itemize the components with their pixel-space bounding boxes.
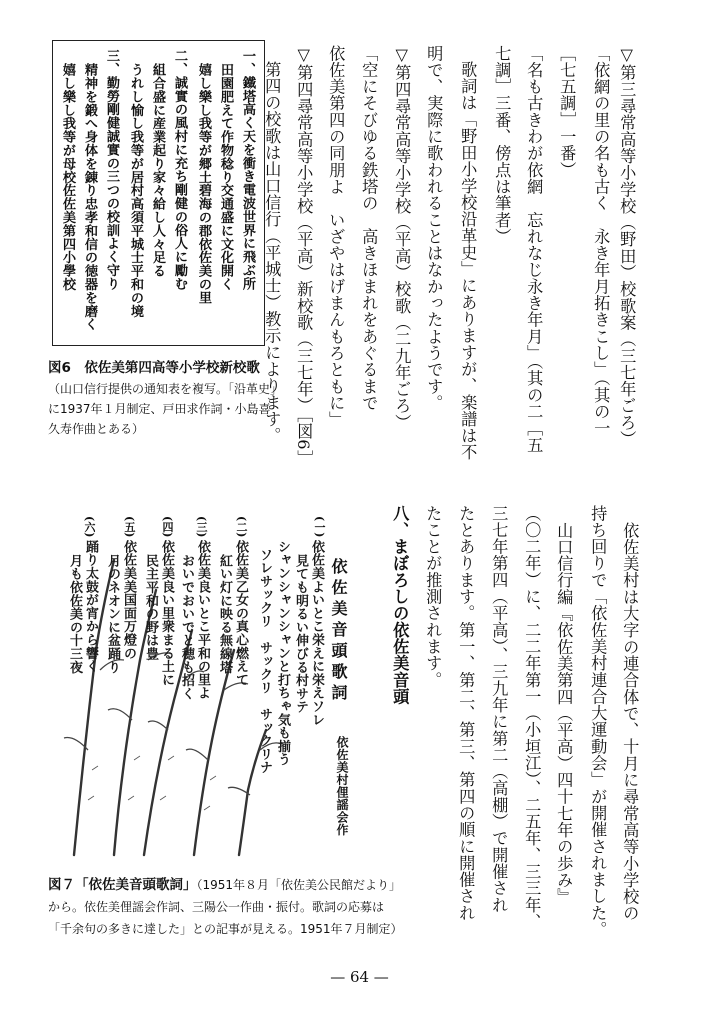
caption-line: 「千余句の多きに達した」との記事が見える。1951年７月制定） <box>48 922 403 936</box>
caption-line: 久寿作曲とある） <box>48 422 145 436</box>
text-column: 山口信行編『依佐美第四（平高）四十七年の歩み』 <box>554 522 574 905</box>
lyric-line: 月も依佐美の十三夜 <box>67 554 82 674</box>
text-column: 三七年第四（平高）、三九年に第二（高棚）で開催され <box>489 505 509 914</box>
text-column: ［七五調］一番） <box>557 45 577 179</box>
lyric-line: 民主平和の野は豊 <box>143 554 158 661</box>
text-column: ▽第四尋常高等小学校（平高）新校歌（三七年）［図6］ <box>294 45 314 467</box>
caption-line: から。依佐美俚謡会作詞、三陽公一作曲・振付。歌詞の応募は <box>48 900 385 914</box>
verse-number: (六) <box>83 516 96 538</box>
caption-title: 図6 依佐美第四高等小学校新校歌 <box>48 360 260 376</box>
verse-number: (二) <box>235 516 248 538</box>
verse-line: 嬉し樂し我等が郷土碧海の郡依佐美の里 <box>196 63 211 305</box>
text-column: 第四の校歌は山口信行（平城士）教示によります。 <box>262 61 282 444</box>
verse-line: 嬉し樂し我等が母校佐佐美第四小學校 <box>60 63 75 291</box>
text-column: 持ち回りで「依佐美村連合大運動会」が開催されました。 <box>588 505 608 938</box>
verse-line: 一、鐵塔高く天を衝き電波世界に飛ぶ所 <box>240 49 255 291</box>
lyric-line: おいでおいでと穂も招く <box>179 554 194 701</box>
verse-line: 二、誠實の風村に充ち剛健の俗人に勵む <box>172 49 187 291</box>
verse-line: 三、勤勞剛健誠實の三つの校訓よく守り <box>104 49 119 291</box>
text-column: 依佐美第四の同朋よ いざやはげまんもろともに」 <box>326 45 346 428</box>
verse-number: (五) <box>123 516 136 538</box>
caption-line: （山口信行提供の通知表を複写。「沿革史」 <box>48 382 283 396</box>
text-column: ▽第三尋常高等小学校（野田）校歌案（三七年ごろ） <box>617 45 637 448</box>
verse-line: 田園肥えて作物稔り交通盛に文化開く <box>218 63 233 291</box>
caption-title: 図７「依佐美音頭歌詞」 <box>48 877 197 893</box>
caption-line: （1951年８月「依佐美公民館だより」 <box>196 878 402 892</box>
lyric-line: 見ても明るい伸びる村サテ <box>293 554 308 714</box>
text-column: 「依網の里の名も古く 永き年月拓きこし」（其の一 <box>591 45 611 437</box>
text-column: 歌詞は「野田小学校沿革史」にありますが、楽譜は不 <box>458 61 478 461</box>
verse-number: (三) <box>195 516 208 538</box>
lyric-line: 紅い灯に映る無線塔 <box>217 554 232 674</box>
lyric-line: 依佐美よいとこ栄えに栄えソレ <box>309 540 324 727</box>
verse-number: (一) <box>313 516 326 538</box>
page-number: — 64 — <box>330 968 389 986</box>
verse-line: うれし愉し我等が居村高須平城士平和の境 <box>128 63 143 318</box>
section-heading: 八、まぼろしの依佐美音頭 <box>390 505 410 705</box>
text-column: 「名も古きわが依網 忘れなじ永き年月」（其の二［五 <box>524 45 544 454</box>
text-column: 「空にそびゆる鉄塔の 高きほまれをあぐるまで <box>359 45 379 412</box>
text-column: 依佐美村は大字の連合体で、十月に尋常高等小学校の <box>620 522 640 922</box>
ondo-lyrics-figure <box>44 500 374 860</box>
caption-line: に1937年１月制定、戸田求作詞・小島喜 <box>48 402 271 416</box>
lyric-line: シャンシャンシャンと打ちゃ気も揃う <box>275 540 290 767</box>
text-column: ▽第四尋常高等小学校（平高）校歌（二九年ごろ） <box>392 45 412 431</box>
figure-7-caption <box>48 873 403 937</box>
lyric-line: 月のネオンに盆踊り <box>105 554 120 674</box>
text-column: 七調］三番、傍点は筆者） <box>492 45 512 245</box>
lyric-line: 依佐美良いとこ平和の里よ <box>195 540 210 700</box>
lyric-line: ソレサックリ サックリ サックリナ <box>257 548 272 775</box>
text-column: （〇二年）に、二二年第一（小垣江）、二五年、三三年、 <box>522 505 542 930</box>
ondo-title: 依佐美音頭歌詞 <box>329 558 348 705</box>
lyric-line: 依佐美乙女の真心燃えて <box>233 540 248 687</box>
lyric-line: 依佐美良い里衆まる土に <box>159 540 174 687</box>
text-column: たことが推測されます。 <box>423 505 443 689</box>
verse-line: 組合盛に産業起り家々給し人々足る <box>150 63 165 278</box>
text-column: 明で、実際に歌われることはなかったようです。 <box>424 45 444 412</box>
figure-6-caption <box>48 356 282 437</box>
verse-line: 精神を鍛へ身体を錬り忠孝和信の徳器を磨く <box>82 63 97 331</box>
lyric-line: 依佐美美国面万燈の <box>121 540 136 660</box>
ondo-author: 依佐美村俚謡会作 <box>335 736 349 836</box>
text-column: たとあります。第一、第二、第三、第四の順に開催され <box>456 505 476 922</box>
lyric-line: 踊り太鼓が宵から響く <box>83 540 98 673</box>
school-song-figure <box>52 40 265 346</box>
verse-number: (四) <box>161 516 174 538</box>
